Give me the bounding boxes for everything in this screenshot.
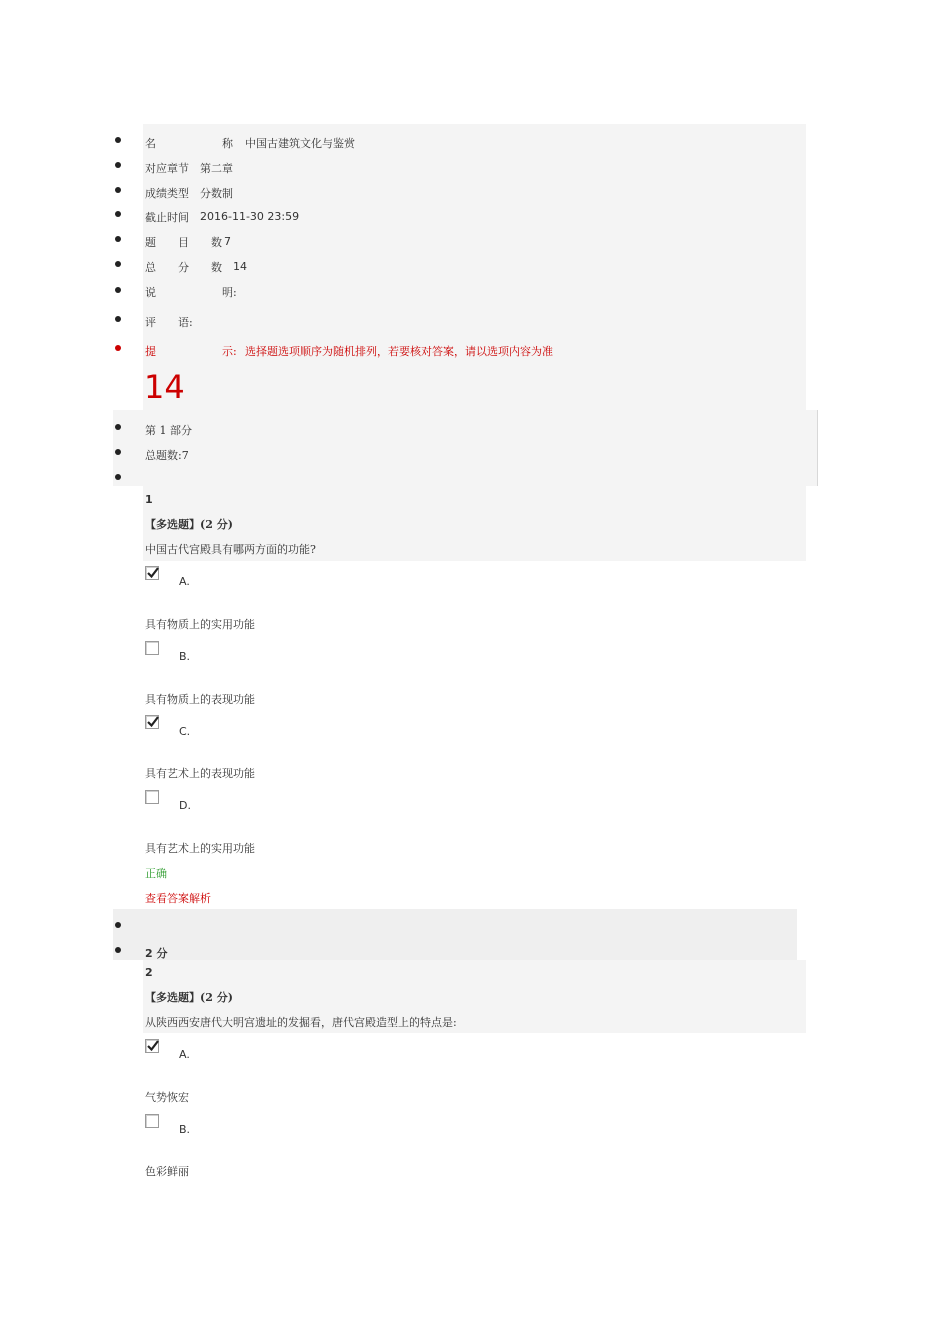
list-bullet bbox=[115, 922, 121, 928]
result-status: 正确 bbox=[145, 867, 167, 880]
option-letter: A. bbox=[179, 1048, 190, 1061]
view-analysis-link[interactable]: 查看答案解析 bbox=[145, 892, 211, 905]
checkmark-icon bbox=[146, 715, 160, 729]
question-number: 1 bbox=[145, 493, 153, 506]
course-name: 中国古建筑文化与鉴赏 bbox=[245, 137, 355, 150]
question-count-label: 目 bbox=[178, 236, 189, 249]
list-bullet bbox=[115, 187, 121, 193]
part-panel bbox=[113, 410, 818, 486]
list-bullet bbox=[115, 345, 121, 351]
option-text: 气势恢宏 bbox=[145, 1091, 189, 1104]
tip-label: 示: bbox=[222, 345, 237, 358]
score-display: 14 bbox=[144, 368, 185, 406]
part-title: 第 1 部分 bbox=[145, 424, 192, 437]
list-bullet bbox=[115, 261, 121, 267]
option-d-checkbox[interactable] bbox=[145, 790, 159, 804]
comment-label: 语: bbox=[178, 316, 193, 329]
question-count-label: 题 bbox=[145, 236, 156, 249]
list-bullet bbox=[115, 474, 121, 480]
option-letter: B. bbox=[179, 1123, 191, 1136]
question-text: 从陕西西安唐代大明宫遗址的发掘看，唐代宫殿造型上的特点是: bbox=[145, 1016, 457, 1029]
option-a-checkbox[interactable] bbox=[145, 1039, 159, 1053]
tip-text: 选择题选项顺序为随机排列，若要核对答案，请以选项内容为准 bbox=[245, 345, 553, 358]
part-total: 总题数:7 bbox=[145, 449, 189, 462]
question-count-label: 数 bbox=[211, 236, 222, 249]
question-type: 【多选题】(2 分) bbox=[145, 991, 233, 1004]
option-text: 色彩鲜丽 bbox=[145, 1165, 189, 1178]
option-b-checkbox[interactable] bbox=[145, 1114, 159, 1128]
list-bullet bbox=[115, 287, 121, 293]
description-label: 明: bbox=[222, 286, 237, 299]
option-text: 具有艺术上的表现功能 bbox=[145, 767, 255, 780]
checkmark-icon bbox=[146, 1039, 160, 1053]
total-score-label: 总 bbox=[145, 261, 156, 274]
deadline-value: 2016-11-30 23:59 bbox=[200, 210, 300, 223]
option-letter: D. bbox=[179, 799, 191, 812]
chapter-label: 对应章节 bbox=[145, 162, 189, 175]
list-bullet bbox=[115, 236, 121, 242]
list-bullet bbox=[115, 947, 121, 953]
list-bullet bbox=[115, 449, 121, 455]
option-text: 具有物质上的表现功能 bbox=[145, 693, 255, 706]
option-text: 具有物质上的实用功能 bbox=[145, 618, 255, 631]
tip-label: 提 bbox=[145, 345, 156, 358]
comment-label: 评 bbox=[145, 316, 156, 329]
question-score: 2 分 bbox=[145, 947, 168, 960]
total-score-label: 分 bbox=[178, 261, 189, 274]
grade-type-label: 成绩类型 bbox=[145, 187, 189, 200]
question-number: 2 bbox=[145, 966, 153, 979]
list-bullet bbox=[115, 137, 121, 143]
name-label: 名 bbox=[145, 137, 156, 150]
question-separator-panel bbox=[113, 909, 797, 960]
description-label: 说 bbox=[145, 286, 156, 299]
list-bullet bbox=[115, 424, 121, 430]
name-label: 称 bbox=[222, 137, 233, 150]
list-bullet bbox=[115, 162, 121, 168]
option-letter: B. bbox=[179, 650, 191, 663]
chapter-value: 第二章 bbox=[200, 162, 233, 175]
question-type: 【多选题】(2 分) bbox=[145, 518, 233, 531]
option-c-checkbox[interactable] bbox=[145, 715, 159, 729]
list-bullet bbox=[115, 211, 121, 217]
total-score-value: 14 bbox=[233, 260, 247, 273]
grade-type-value: 分数制 bbox=[200, 187, 233, 200]
option-a-checkbox[interactable] bbox=[145, 566, 159, 580]
checkmark-icon bbox=[146, 566, 160, 580]
deadline-label: 截止时间 bbox=[145, 211, 189, 224]
question-count-value: 7 bbox=[224, 235, 231, 248]
option-text: 具有艺术上的实用功能 bbox=[145, 842, 255, 855]
question-text: 中国古代宫殿具有哪两方面的功能? bbox=[145, 543, 316, 556]
total-score-label: 数 bbox=[211, 261, 222, 274]
option-letter: C. bbox=[179, 725, 191, 738]
list-bullet bbox=[115, 316, 121, 322]
option-letter: A. bbox=[179, 575, 190, 588]
option-b-checkbox[interactable] bbox=[145, 641, 159, 655]
